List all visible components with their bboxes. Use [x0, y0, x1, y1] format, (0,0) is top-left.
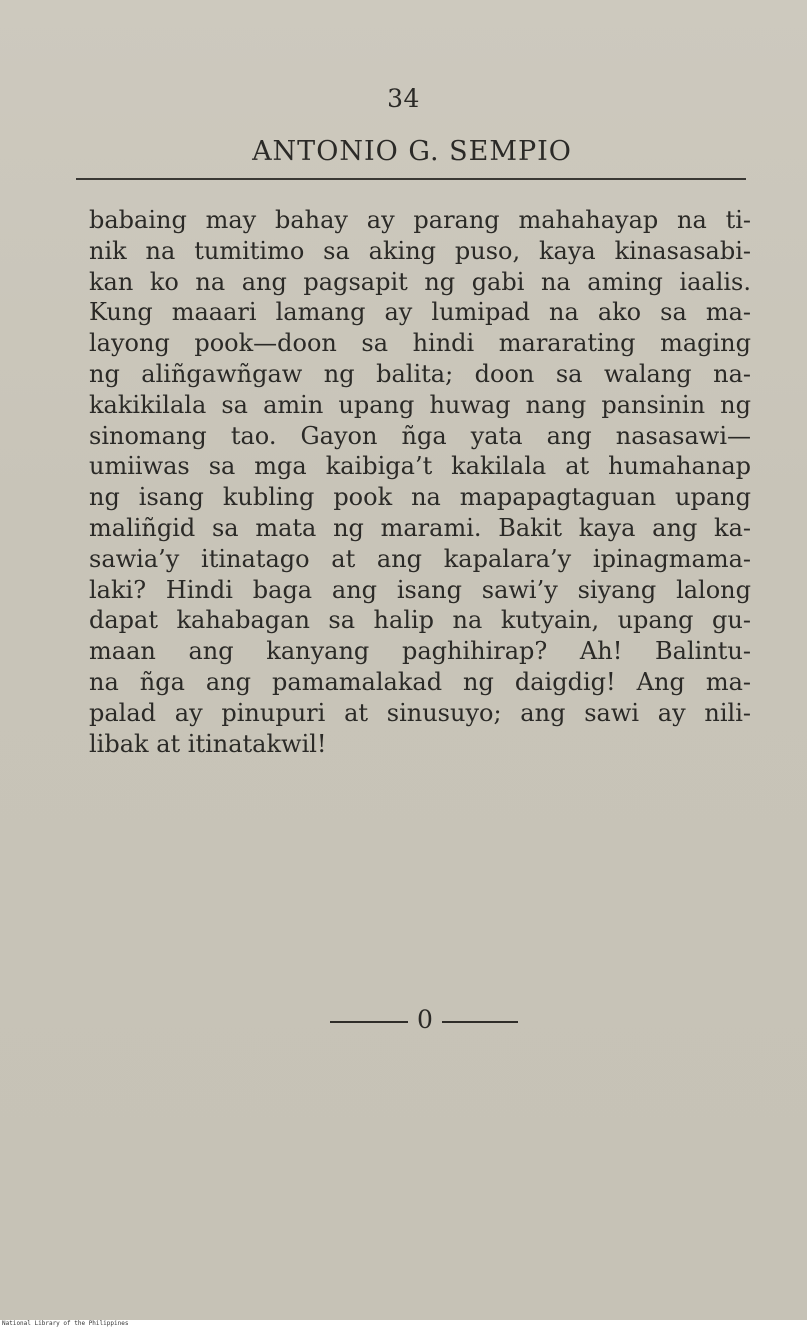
- text-line: sawia’y itinatago at ang kapalara’y ipinagmama-: [89, 544, 751, 573]
- text-line: laki? Hindi baga ang isang sawi’y siyang lalong: [89, 575, 751, 604]
- end-ornament: [330, 1005, 520, 1039]
- ornament-dash-right: [442, 1021, 518, 1023]
- ornament-glyph: 0: [417, 1005, 433, 1034]
- text-line: maan ang kanyang paghihirap? Ah! Balintu-: [89, 637, 751, 666]
- text-line: kakikilala sa amin upang huwag nang pansinin ng: [89, 390, 751, 419]
- ornament-dash-left: [330, 1021, 408, 1023]
- text-line: dapat kahabagan sa halip na kutyain, upang gu-: [89, 606, 751, 635]
- text-line-last: libak at itinatakwil!: [89, 729, 327, 758]
- text-line: ng isang kubling pook na mapapagtaguan upang: [89, 483, 751, 512]
- header-rule: [76, 178, 746, 180]
- text-line: sinomang tao. Gayon ñga yata ang nasasawi—: [89, 421, 751, 450]
- body-text: [89, 205, 751, 759]
- text-line: ng aliñgawñgaw ng balita; doon sa walang na-: [89, 359, 751, 388]
- text-line: umiiwas sa mga kaibiga’t kakilala at humahanap: [89, 452, 751, 481]
- text-line: maliñgid sa mata ng marami. Bakit kaya ang ka-: [89, 513, 751, 542]
- text-line: babaing may bahay ay parang mahahayap na ti-: [89, 206, 751, 234]
- text-line: layong pook—doon sa hindi mararating maging: [89, 329, 751, 358]
- page-number: 34: [387, 84, 420, 113]
- text-line: na ñga ang pamamalakad ng daigdig! Ang ma-: [89, 667, 751, 696]
- footer-strip: [0, 1320, 807, 1328]
- text-line: Kung maaari lamang ay lumipad na ako sa ma-: [89, 298, 751, 327]
- text-line: palad ay pinupuri at sinusuyo; ang sawi ay nili-: [89, 698, 751, 727]
- text-line: nik na tumitimo sa aking puso, kaya kinasasabi-: [89, 236, 751, 265]
- text-line: kan ko na ang pagsapit ng gabi na aming iaalis.: [89, 267, 751, 296]
- running-head: ANTONIO G. SEMPIO: [252, 136, 572, 167]
- library-credit: National Library of the Philippines: [2, 1320, 129, 1327]
